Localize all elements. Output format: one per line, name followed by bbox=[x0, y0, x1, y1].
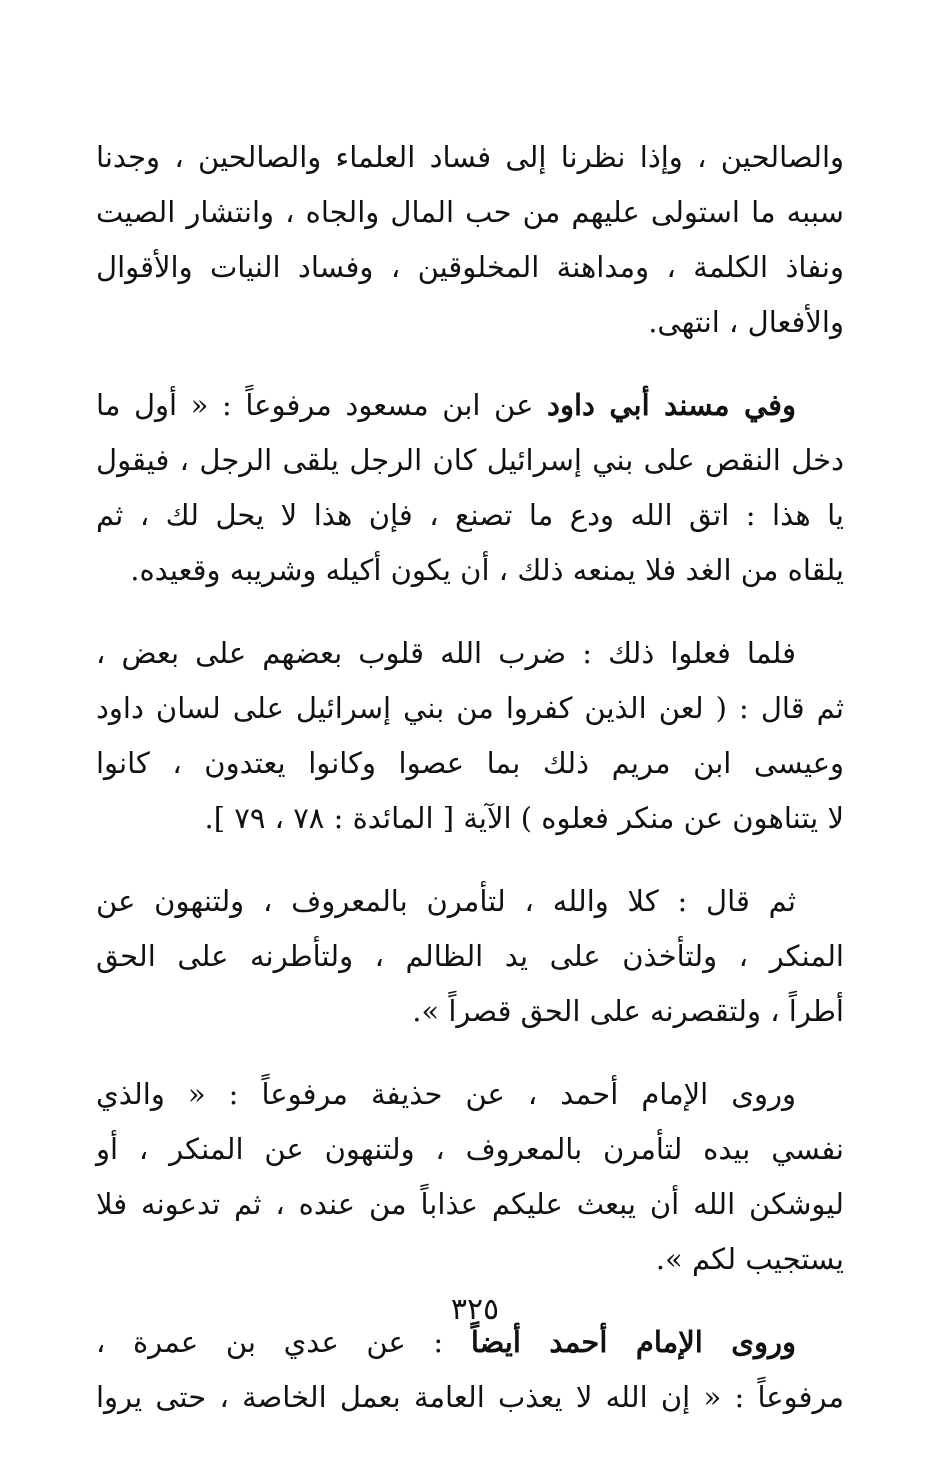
text-line: دخل النقص على بني إسرائيل كان الرجل يلقى الرجل ، فيقول bbox=[96, 443, 844, 477]
paragraph-5 bbox=[96, 1067, 844, 1287]
lead-rest: : عن عدي بن عمرة ، bbox=[96, 1325, 471, 1359]
text-line: والأفعال ، انتهى. bbox=[648, 305, 844, 339]
bold-lead: وفي مسند أبي داود bbox=[547, 388, 796, 422]
text-line: نفسي بيده لتأمرن بالمعروف ، ولتنهون عن المنكر ، أو bbox=[96, 1132, 844, 1166]
paragraph-4 bbox=[96, 874, 844, 1039]
text-line: المنكر ، ولتأخذن على يد الظالم ، ولتأطرنه على الحق bbox=[96, 939, 844, 973]
text-line: والصالحين ، وإذا نظرنا إلى فساد العلماء والصالحين ، وجدنا bbox=[96, 140, 844, 174]
text-line bbox=[96, 378, 844, 433]
paragraph-6 bbox=[96, 1315, 844, 1425]
paragraph-3 bbox=[96, 626, 844, 846]
text-line: ثم قال : ( لعن الذين كفروا من بني إسرائيل على لسان داود bbox=[96, 691, 844, 725]
text-line: ونفاذ الكلمة ، ومداهنة المخلوقين ، وفساد النيات والأقوال bbox=[96, 250, 844, 284]
lead-rest: عن ابن مسعود مرفوعاً : « أول ما bbox=[96, 388, 548, 422]
text-line: لا يتناهون عن منكر فعلوه ) الآية [ المائدة : ٧٨ ، ٧٩ ]. bbox=[204, 801, 844, 835]
text-line: وروى الإمام أحمد ، عن حذيفة مرفوعاً : « والذي bbox=[96, 1077, 796, 1111]
text-line: ليوشكن الله أن يبعث عليكم عذاباً من عنده ، ثم تدعونه فلا bbox=[96, 1187, 844, 1221]
text-line: فلما فعلوا ذلك : ضرب الله قلوب بعضهم على بعض ، bbox=[96, 636, 796, 670]
text-line: يلقاه من الغد فلا يمنعه ذلك ، أن يكون أكيله وشريبه وقعيده. bbox=[130, 553, 844, 587]
page-number: ٣٢٥ bbox=[450, 1292, 500, 1327]
text-line: ثم قال : كلا والله ، لتأمرن بالمعروف ، ولتنهون عن bbox=[96, 884, 796, 918]
text-line: يا هذا : اتق الله ودع ما تصنع ، فإن هذا لا يحل لك ، ثم bbox=[96, 498, 844, 532]
paragraph-2 bbox=[96, 378, 844, 598]
text-line: وعيسى ابن مريم ذلك بما عصوا وكانوا يعتدون ، كانوا bbox=[96, 746, 844, 780]
text-line: يستجيب لكم ». bbox=[655, 1242, 844, 1276]
bold-lead: وروى الإمام أحمد أيضاً bbox=[470, 1325, 796, 1359]
paragraph-1 bbox=[96, 130, 844, 350]
text-line: أطراً ، ولتقصرنه على الحق قصراً ». bbox=[412, 994, 844, 1028]
body-text bbox=[96, 130, 844, 1453]
text-line: مرفوعاً : « إن الله لا يعذب العامة بعمل الخاصة ، حتى يروا bbox=[96, 1380, 844, 1414]
text-line: سببه ما استولى عليهم من حب المال والجاه ، وانتشار الصيت bbox=[96, 195, 844, 229]
